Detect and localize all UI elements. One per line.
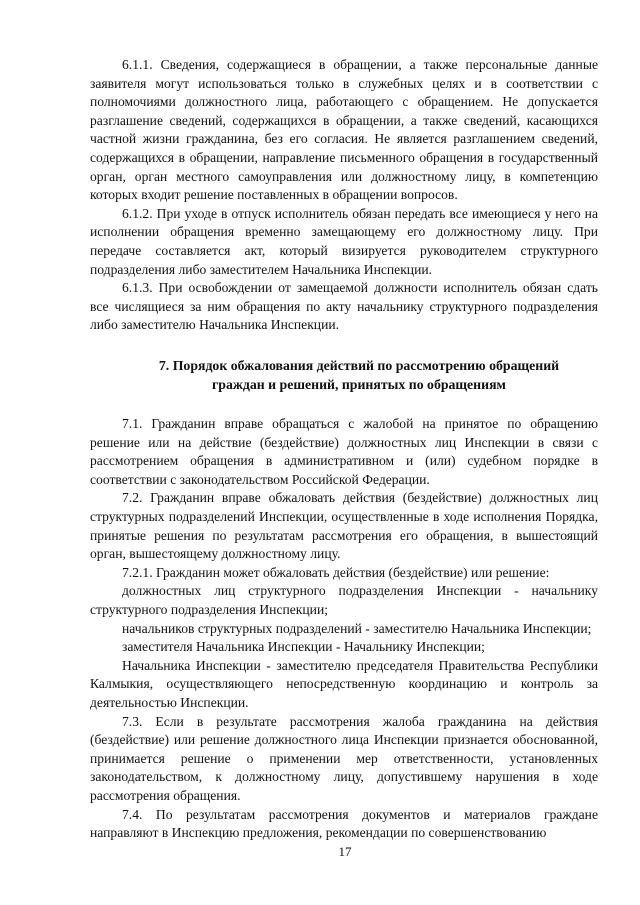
paragraph-7-1: 7.1. Гражданин вправе обращаться с жалобой на принятое по обращению решение или на действие (бездействие) должностных лиц Инспекции в связи с рассмотрением обращения в административном и (или) судебном порядке в соответствии с законодательством Российской Федерации. (90, 416, 598, 487)
paragraph-7-2: 7.2. Гражданин вправе обжаловать действия (бездействие) должностных лиц структурных подразделений Инспекции, осуществленные в ходе исполнения Порядка, принятые решения по результатам рассмотрения его обращения, в вышестоящий орган, вышестоящему должностному лицу. (90, 490, 598, 562)
page-number: 17 (338, 844, 352, 859)
paragraph-7-3: 7.3. Если в результате рассмотрения жалоба гражданина на действия (бездействие) или решение должностного лица Инспекции признается обоснованной, принимается решение о применении мер ответственности, установленных законодательством, к должностному лицу, допустившему нарушения в ходе рассмотрения обращения. (90, 713, 598, 803)
list-item-deputy-head: заместителя Начальника Инспекции - Начальнику Инспекции; (122, 639, 485, 655)
list-item-structural-unit-officials: должностных лиц структурного подразделения Инспекции - начальнику структурного подразделения Инспекции; (90, 583, 598, 618)
paragraph-6-1-3: 6.1.3. При освобождении от замещаемой должности исполнитель обязан сдать все числящиеся за ним обращения по акту начальнику структурного подразделения либо заместителю Начальника Инспекции. (90, 280, 598, 333)
section-heading-line-1: 7. Порядок обжалования действий по рассмотрению обращений (158, 357, 560, 373)
paragraph-6-1-2: 6.1.2. При уходе в отпуск исполнитель обязан передать все имеющиеся у него на исполнении обращения временно замещающему его должностному лицу. При передаче составляется акт, который визируется руководителем структурного подразделения либо заместителем Начальника Инспекции. (90, 205, 598, 277)
paragraph-7-2-1: 7.2.1. Гражданин может обжаловать действия (бездействие) или решение: (122, 564, 550, 580)
paragraph-6-1-1: 6.1.1. Сведения, содержащиеся в обращении, а также персональные данные заявителя могут использоваться только в служебных целях и в соответствии с полномочиями должностного лица, работающего с обращением. Не допускается разглашение сведений, содержащихся в обращении, а также сведений, касающихся частной жизни гражданина, без его согласия. Не является разглашением сведений, содержащихся в обращении, направление письменного обращения в государственный орган, орган местного самоуправления или должностному лицу, в компетенцию которых входит решение поставленных в обращении вопросов. (90, 57, 598, 203)
paragraph-7-4: 7.4. По результатам рассмотрения документов и материалов граждане направляют в Инспекцию предложения, рекомендации по совершенствованию (90, 806, 598, 841)
section-heading-line-2: граждан и решений, принятых по обращениям (212, 376, 506, 392)
list-item-unit-heads: начальников структурных подразделений - заместителю Начальника Инспекции; (122, 620, 592, 636)
section-7-heading (90, 357, 598, 394)
list-item-head-of-inspection: Начальника Инспекции - заместителю председателя Правительства Республики Калмыкия, осуществляющего непосредственную координацию и контроль за деятельностью Инспекции. (90, 657, 598, 710)
